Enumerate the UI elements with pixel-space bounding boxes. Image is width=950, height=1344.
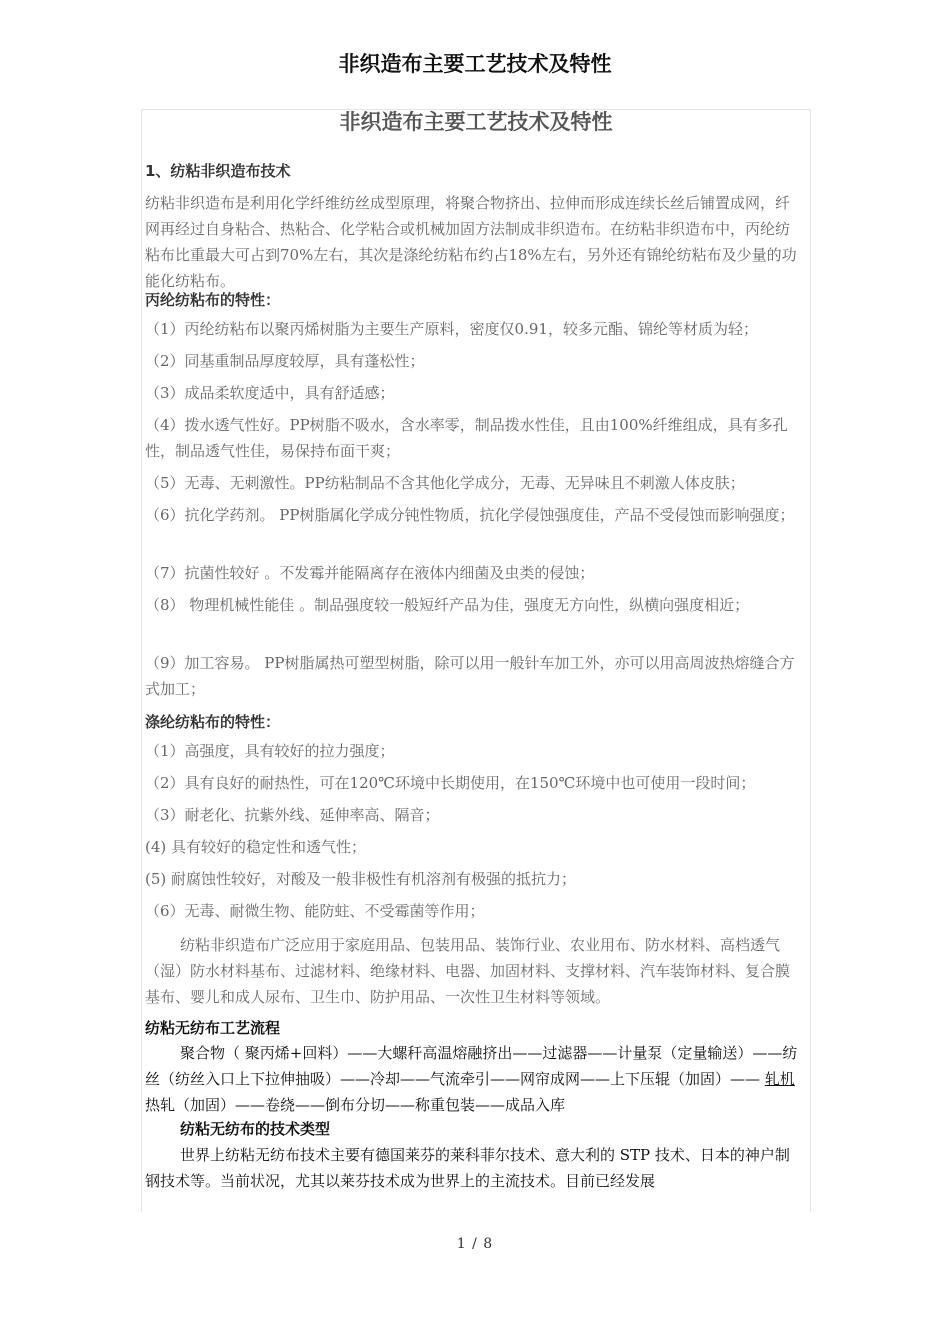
section-heading-spunbond: 1、纺粘非织造布技术 xyxy=(145,162,291,180)
pp-item-1: （1）丙纶纺粘布以聚丙烯树脂为主要生产原料，密度仅0.91，较多元酯、锦纶等材质为轻； xyxy=(145,320,758,338)
pp-item-9: （9）加工容易。 PP树脂属热可塑型树脂，除可以用一般针车加工外，亦可以用高周波热熔缝合方式加工； xyxy=(145,654,795,698)
document-title: 非织造布主要工艺技术及特性 xyxy=(339,110,613,134)
document-body xyxy=(141,109,811,1212)
process-flow-heading: 纺粘无纺布工艺流程 xyxy=(145,1019,281,1037)
page-title: 非织造布主要工艺技术及特性 xyxy=(338,52,612,76)
pet-item-2: （2）具有良好的耐热性，可在120℃环境中长期使用，在150℃环境中也可使用一段时间； xyxy=(145,774,756,792)
applications-paragraph: 纺粘非织造布广泛应用于家庭用品、包装用品、装饰行业、农业用布、防水材料、高档透气（湿）防水材料基布、过滤材料、绝缘材料、电器、加固材料、支撑材料、汽车装饰材料、复合膜基布、婴儿和成人尿布、卫生巾、防护用品、一次性卫生材料等领域。 xyxy=(145,936,791,1006)
process-flow-text: 聚合物（ 聚丙烯+回料）——大螺秆高温熔融挤出——过滤器——计量泵（定量输送）——纺丝（纺丝入口上下拉伸抽吸）——冷却——气流牵引——网帘成网——上下压辊（加固）—— xyxy=(145,1044,798,1088)
pet-item-4: (4) 具有较好的稳定性和透气性； xyxy=(145,838,367,856)
pet-item-5: (5) 耐腐蚀性较好，对酸及一般非极性有机溶剂有极强的抵抗力； xyxy=(145,870,577,888)
pp-item-7: （7）抗菌性较好 。不发霉并能隔离存在液体内细菌及虫类的侵蚀； xyxy=(145,564,595,582)
pp-item-6: （6）抗化学药剂。 PP树脂属化学成分钝性物质，抗化学侵蚀强度佳，产品不受侵蚀而影响强度； xyxy=(145,506,795,524)
pp-properties-heading: 丙纶纺粘布的特性： xyxy=(145,291,281,309)
pp-item-8: （8） 物理机械性能佳 。制品强度较一般短纤产品为佳，强度无方向性，纵横向强度相近； xyxy=(145,596,750,614)
tech-types-heading: 纺粘无纺布的技术类型 xyxy=(180,1120,331,1138)
spunbond-intro-paragraph: 纺粘非织造布是利用化学纤维纺丝成型原理，将聚合物挤出、拉伸而形成连续长丝后铺置成网，纤网再经过自身粘合、热粘合、化学粘合或机械加固方法制成非织造布。在纺粘非织造布中，丙纶纺粘布比重最大可占到70%左右，其次是涤纶纺粘布约占18%左右，另外还有锦纶纺粘布及少量的功能化纺粘布。 xyxy=(145,194,797,290)
pet-item-1: （1）高强度，具有较好的拉力强度； xyxy=(145,742,395,760)
page-number: 1 / 8 xyxy=(456,1236,494,1252)
pp-item-3: （3）成品柔软度适中，具有舒适感； xyxy=(145,384,395,402)
tech-types-paragraph: 世界上纺粘无纺布技术主要有德国莱芬的莱科菲尔技术、意大利的 STP 技术、日本的神户制钢技术等。当前状况，尤其以莱芬技术成为世界上的主流技术。目前已经发展 xyxy=(145,1146,790,1190)
pp-item-5: （5）无毒、无刺激性。PP纺粘制品不含其他化学成分，无毒、无异味且不刺激人体皮肤； xyxy=(145,474,745,492)
pet-item-3: （3）耐老化、抗紫外线、延伸率高、隔音； xyxy=(145,806,440,824)
pet-item-6: （6）无毒、耐微生物、能防蛀、不受霉菌等作用； xyxy=(145,902,485,920)
pet-properties-heading: 涤纶纺粘布的特性： xyxy=(145,713,281,731)
rolling-mill-link: 轧机 xyxy=(764,1070,795,1088)
process-flow-paragraph xyxy=(142,1040,810,1118)
pp-item-2: （2）同基重制品厚度较厚，具有蓬松性； xyxy=(145,352,425,370)
process-flow-text-end: 热轧（加固）——卷绕——倒布分切——称重包装——成品入库 xyxy=(145,1096,566,1114)
pp-item-4: （4）拨水透气性好。PP树脂不吸水，含水率零，制品拨水性佳，且由100%纤维组成，具有多孔性，制品透气性佳，易保持布面干爽； xyxy=(145,416,788,460)
